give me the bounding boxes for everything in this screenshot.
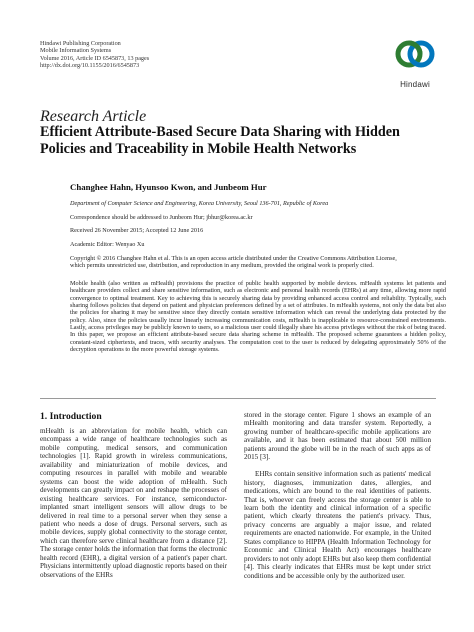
article-type: Research Article	[40, 108, 147, 125]
hindawi-logo	[393, 38, 437, 89]
volume-line: Volume 2016, Article ID 6545873, 13 pages	[40, 54, 150, 62]
body-paragraph: EHRs contain sensitive information such as patients' medical history, diagnoses, immunization dates, allergies, and medications, which are bound to the real identities of patients. That is, whoever can freely access the storage center is able to learn both the identity and clinical information of a specific patient, which clearly threatens the patient's privacy. Thus, privacy concerns are arguably a major issue, and related requirements are enacted nationwide. For example, in the United States compliance to HIPPA (Health Information Technology for Economic and Clinical Health Act) encourages healthcare providers to not only adopt EHRs but also keep them confidential [4]. This clearly indicates that EHRs must be kept under strict conditions and be accessible only by the authorized user.	[244, 470, 431, 580]
article-title	[40, 124, 440, 158]
section-heading: 1. Introduction	[40, 411, 102, 422]
body-paragraph: mHealth is an abbreviation for mobile health, which can encompass a wide range of healthcare technologies such as mobile computing, medical sensors, and communication technologies [1]. Rapid growth in wireless communications, availability and miniaturization of mobile devices, and computing resources in parallel with mobile and wearable systems can boost the wide adoption of mHealth. Such developments can greatly impact on and reshape the processes of existing healthcare services. For instance, semiconductor-implanted smart intelligent sensors will allow drugs to be delivered in real time to a personal server when they sense a patient who needs a dose of drugs. Personal servers, such as mobile devices, supply global connectivity to the storage center, which can therefore serve clinical healthcare from a distance [2]. The storage center holds the information that forms the electronic health record (EHR), a digital version of a patient's paper chart. Physicians intermittently upload diagnostic reports based on their observations of the EHRs	[40, 427, 227, 579]
body-column-right	[244, 411, 431, 580]
affiliation: Department of Computer Science and Engineering, Korea University, Seoul 136-701, Republic of Korea	[70, 200, 329, 207]
publisher-name: Hindawi Publishing Corporation	[40, 40, 121, 47]
academic-editor: Academic Editor: Wenyao Xu	[70, 241, 145, 248]
author-list: Changhee Hahn, Hyunsoo Kwon, and Junbeom Hur	[70, 182, 267, 192]
paragraph-gap	[244, 462, 431, 470]
title-line-2: Policies and Traceability in Mobile Health Networks	[40, 141, 357, 157]
hindawi-logo-icon	[395, 38, 435, 74]
hindawi-logo-text: Hindawi	[400, 80, 430, 89]
copyright-notice	[70, 255, 397, 270]
received-accepted-dates: Received 26 November 2015; Accepted 12 June 2016	[70, 227, 204, 234]
correspondence: Correspondence should be addressed to Junbeom Hur; jbhur@korea.ac.kr	[70, 214, 253, 221]
section-divider	[40, 398, 436, 399]
body-column-left	[40, 427, 227, 579]
journal-name: Mobile Information Systems	[40, 47, 112, 55]
doi-link[interactable]: http://dx.doi.org/10.1155/2016/6545873	[40, 61, 140, 69]
title-line-1: Efficient Attribute-Based Secure Data Sharing with Hidden	[40, 124, 400, 140]
abstract: Mobile health (also written as mHealth) provisions the practice of public health supported by mobile devices. mHealth systems let patients and healthcare providers collect and share sensitive information, such as electronic and personal health records (EHRs) at any time, allowing more rapid convergence to optimal treatment. Key to achieving this is securely sharing data by providing enhanced access control and reliability. Typically, such sharing follows policies that depend on patient and physician preferences defined by a set of attributes. In mHealth systems, not only the data but also the policies for sharing it may be sensitive since they directly contain sensitive information which can reveal the underlying data protected by the policy. Also, since the policies usually incur linearly increasing communication costs, mHealth is inapplicable to resource-constrained environments. Lastly, access privileges may be publicly known to users, so a malicious user could illegally share his access privileges without the risk of being traced. In this paper, we propose an efficient attribute-based secure data sharing scheme in mHealth. The proposed scheme guarantees a hidden policy, constant-sized ciphertexts, and traces, with security analyses. The computation cost to the user is reduced by delegating approximately 50% of the decryption operations to the more powerful storage systems.	[70, 280, 446, 354]
publication-info	[40, 40, 149, 69]
copyright-line-1: Copyright © 2016 Changhee Hahn et al. This is an open access article distributed under the Creative Commons Attribution License,	[70, 255, 397, 262]
copyright-line-2: which permits unrestricted use, distribution, and reproduction in any medium, provided the original work is properly cited.	[70, 262, 374, 270]
body-paragraph: stored in the storage center. Figure 1 shows an example of an mHealth monitoring and data transfer system. Reportedly, a growing number of healthcare-specific mobile applications are available, and it has been estimated that about 500 million patients around the globe will be in the reach of such apps as of 2015 [3].	[244, 411, 431, 462]
